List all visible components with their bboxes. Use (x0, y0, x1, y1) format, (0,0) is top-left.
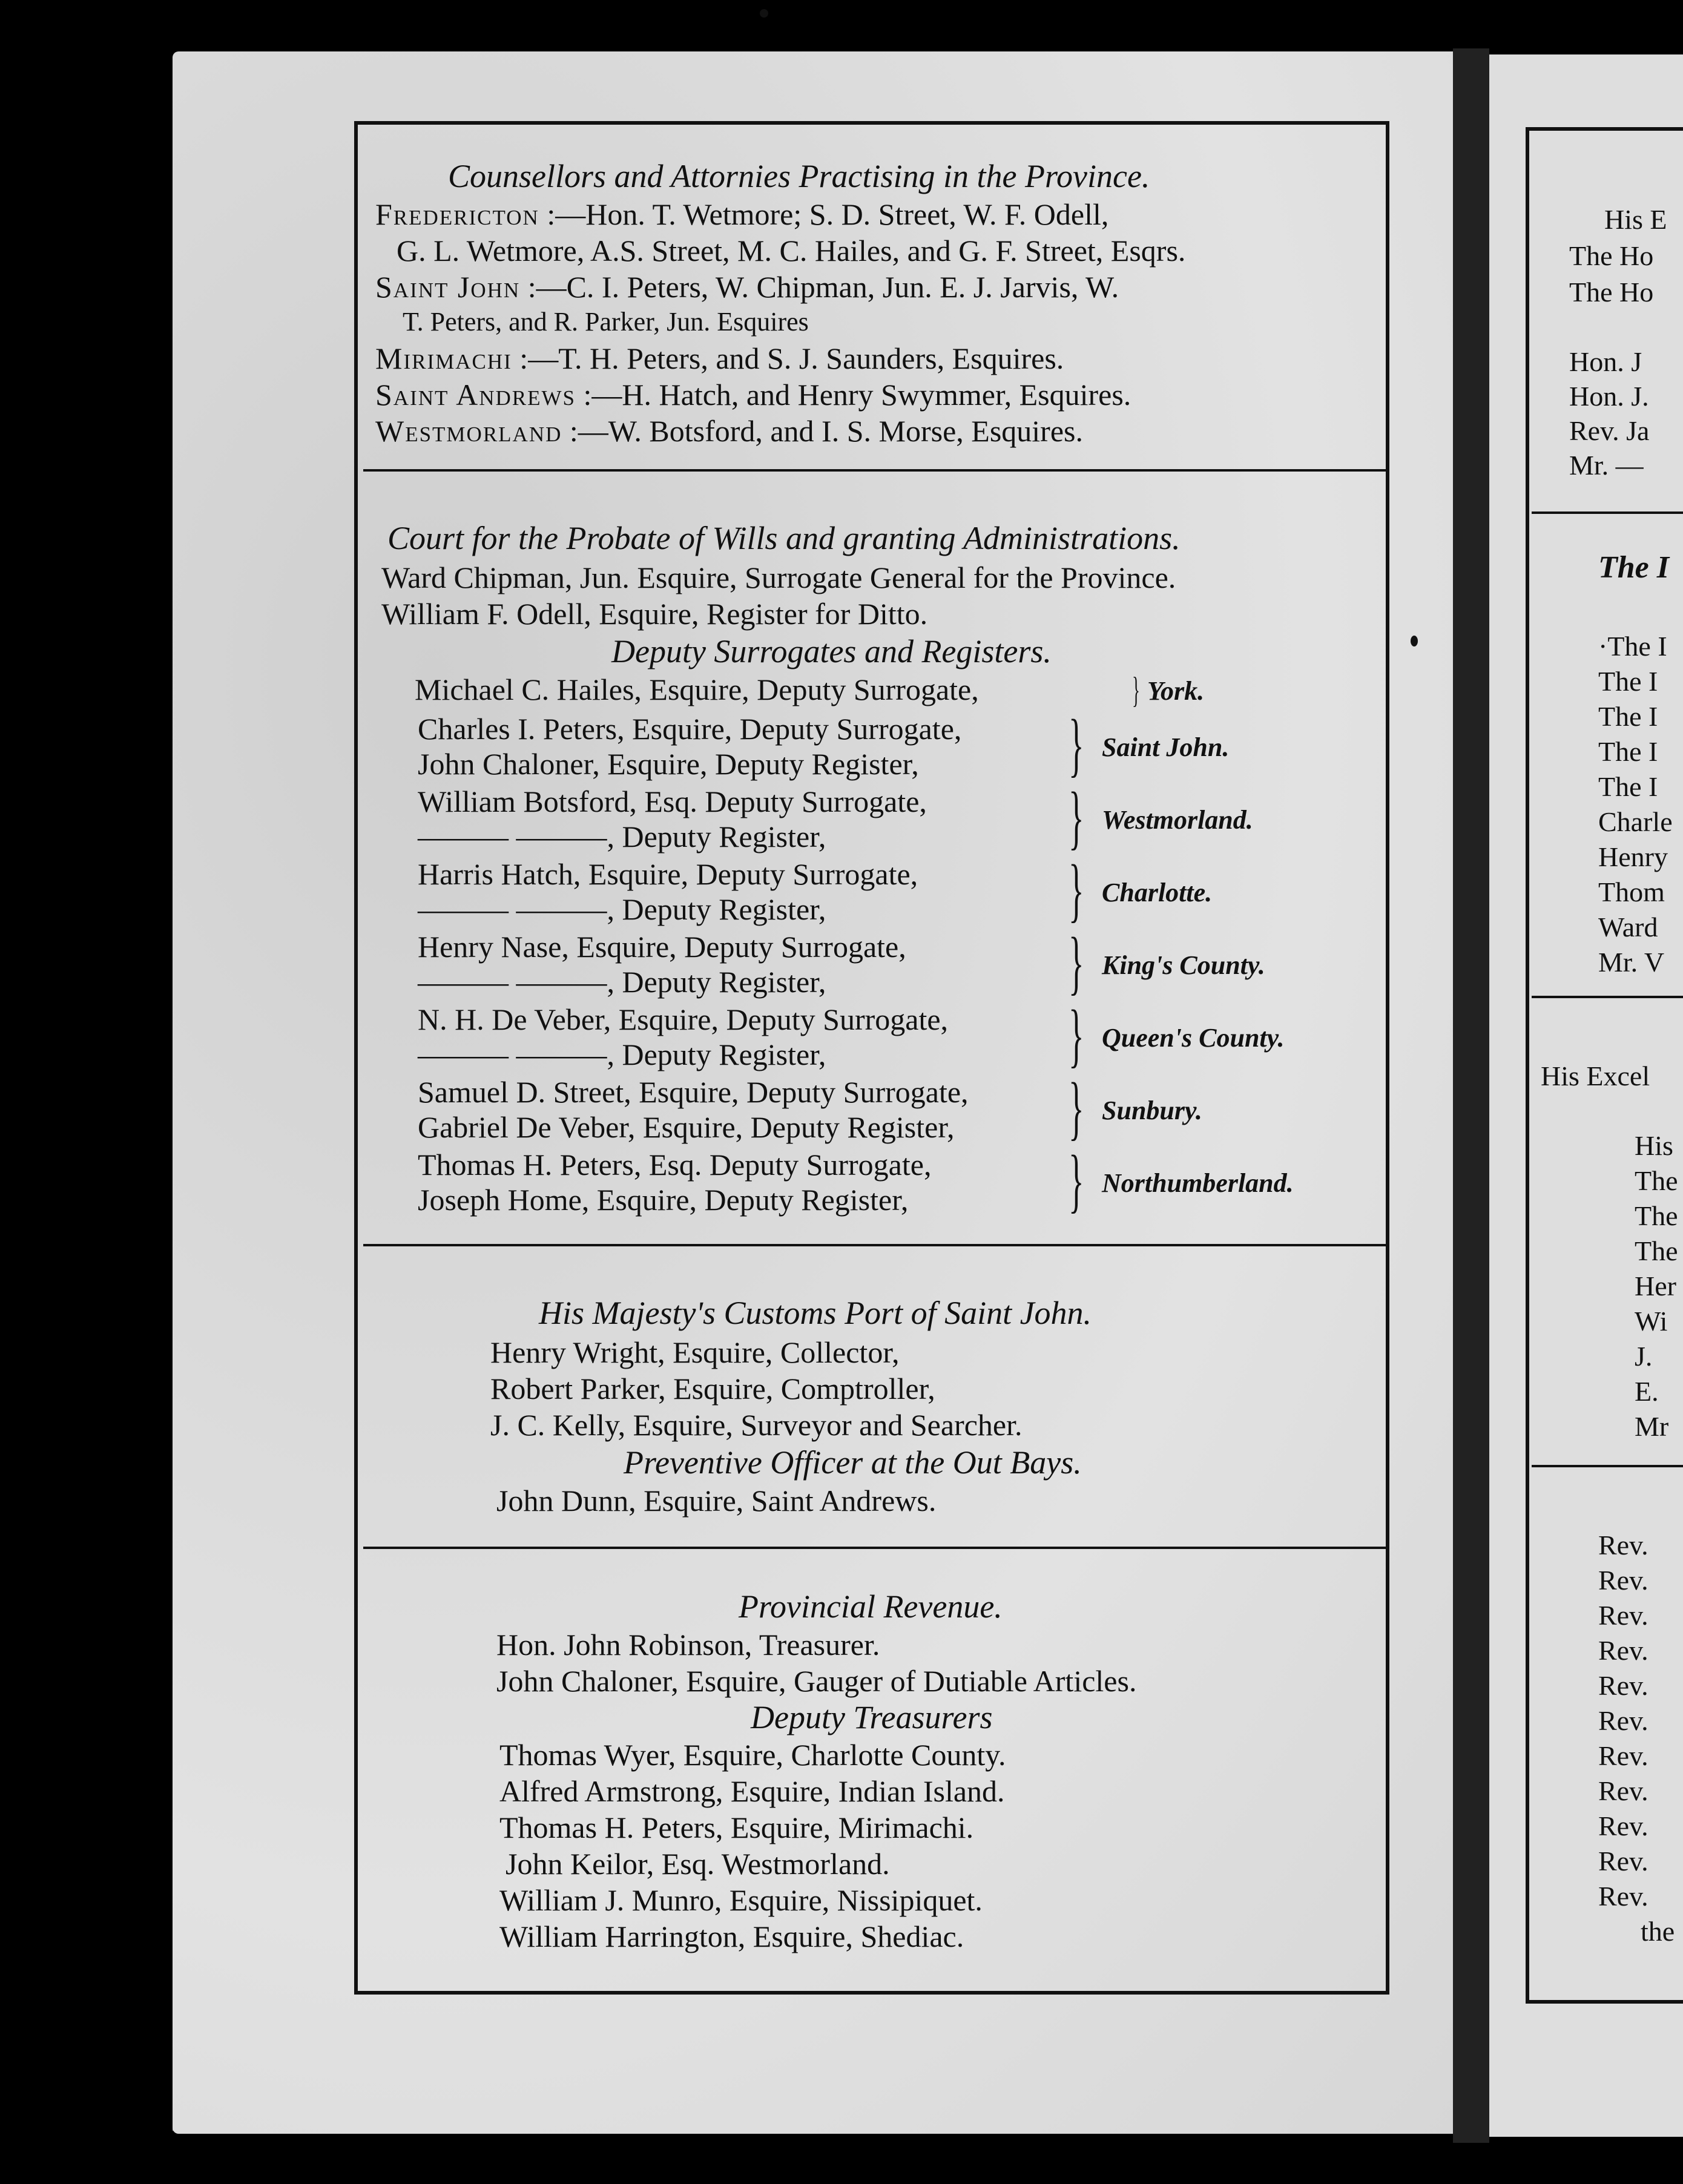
brace: } (1069, 1068, 1084, 1147)
next-page-line: Rev. (1598, 1670, 1648, 1701)
counsellor-text: :—C. I. Peters, W. Chipman, Jun. E. J. Jarvis, W. (527, 270, 1119, 304)
probate-line: William F. Odell, Esquire, Register for Ditto. (381, 597, 928, 631)
next-page-line: Charle (1598, 806, 1673, 837)
treasurer-line: William J. Munro, Esquire, Nissipiquet. (499, 1883, 983, 1917)
deputy-line: Thomas H. Peters, Esq. Deputy Surrogate, (418, 1148, 932, 1182)
next-page-line: The Ho (1569, 277, 1654, 308)
brace: } (1069, 850, 1084, 929)
counsellor-line-mirimachi (375, 341, 1064, 376)
section-divider (363, 1547, 1386, 1549)
next-page-line: Rev. (1598, 1811, 1648, 1841)
revenue-line: Hon. John Robinson, Treasurer. (496, 1628, 880, 1662)
counsellor-line-saint-john (375, 269, 1119, 304)
next-page-line: His Excel (1541, 1061, 1650, 1091)
next-page-line: His E (1604, 204, 1667, 235)
next-page-line: Thom (1598, 877, 1665, 907)
counsellor-text: :—T. H. Peters, and S. J. Saunders, Esquires. (519, 341, 1064, 375)
treasurer-line: John Keilor, Esq. Westmorland. (506, 1847, 890, 1881)
brace: } (1069, 923, 1084, 1002)
treasurer-line: Alfred Armstrong, Esquire, Indian Island. (499, 1774, 1005, 1808)
place-name: Westmorland (375, 414, 562, 448)
deputy-line: John Chaloner, Esquire, Deputy Register, (418, 747, 919, 781)
next-page-line: The Ho (1569, 240, 1654, 271)
next-page-line: Rev. (1598, 1705, 1648, 1736)
counsellor-line-fredericton (375, 197, 1108, 232)
next-page-line: ·The I (1598, 631, 1667, 662)
deputy-line: Henry Nase, Esquire, Deputy Surrogate, (418, 930, 906, 964)
deputy-line: ——— ———, Deputy Register, (418, 820, 826, 854)
deputy-line: N. H. De Veber, Esquire, Deputy Surrogate, (418, 1002, 949, 1036)
deputy-line: Gabriel De Veber, Esquire, Deputy Register, (418, 1110, 955, 1144)
county-label: Saint John. (1102, 732, 1230, 762)
next-page-line: The (1635, 1165, 1678, 1196)
next-page-line: Mr. — (1569, 450, 1644, 481)
county-label: Charlotte. (1102, 878, 1213, 907)
brace: } (1069, 1140, 1084, 1220)
next-page-line: Rev. (1598, 1881, 1648, 1912)
deputy-treasurers-heading: Deputy Treasurers (751, 1699, 993, 1735)
counsellors-heading: Counsellors and Attornies Practising in the Province. (448, 158, 1150, 194)
next-page-line: Hon. J (1569, 346, 1642, 377)
next-page-line: Rev. Ja (1569, 415, 1650, 446)
county-label: Northumberland. (1102, 1168, 1294, 1198)
next-page-line: Rev. (1598, 1775, 1648, 1806)
section-divider (363, 469, 1386, 472)
next-page-line: The I (1598, 736, 1658, 767)
probate-line: Ward Chipman, Jun. Esquire, Surrogate General for the Province. (381, 561, 1176, 594)
next-page-divider (1532, 511, 1683, 514)
counsellor-line: G. L. Wetmore, A.S. Street, M. C. Hailes, and G. F. Street, Esqrs. (397, 234, 1186, 268)
next-page-line: Her (1635, 1271, 1676, 1301)
brace: } (1069, 705, 1084, 784)
deputy-line: Harris Hatch, Esquire, Deputy Surrogate, (418, 857, 918, 891)
next-page-line: Rev. (1598, 1635, 1648, 1666)
next-page-line: E. (1635, 1376, 1659, 1407)
next-page-line: Mr. V (1598, 947, 1665, 978)
deputy-line: Joseph Home, Esquire, Deputy Register, (418, 1183, 909, 1217)
next-page-line: The I (1598, 550, 1669, 585)
customs-line: J. C. Kelly, Esquire, Surveyor and Searcher. (490, 1408, 1023, 1442)
treasurer-line: William Harrington, Esquire, Shediac. (499, 1919, 964, 1953)
next-page-line: Hon. J. (1569, 381, 1649, 412)
next-page-line: The (1635, 1200, 1678, 1231)
brace: } (1069, 995, 1084, 1074)
deputy-line: William Botsford, Esq. Deputy Surrogate, (418, 784, 927, 818)
county-label: King's County. (1102, 950, 1265, 980)
county-label: Sunbury. (1102, 1096, 1202, 1125)
county-label: Westmorland. (1102, 805, 1253, 835)
customs-line: Robert Parker, Esquire, Comptroller, (490, 1372, 935, 1406)
counsellor-line-westmorland (375, 413, 1083, 449)
counsellor-line: T. Peters, and R. Parker, Jun. Esquires (403, 307, 809, 337)
next-page-line: the (1641, 1916, 1675, 1947)
next-page-divider (1532, 1465, 1683, 1467)
place-name: Saint Andrews (375, 378, 576, 412)
next-page-divider (1532, 996, 1683, 998)
section-divider (363, 1244, 1386, 1246)
deputy-line: ——— ———, Deputy Register, (418, 1038, 826, 1071)
next-page-line: Wi (1635, 1306, 1668, 1337)
county-label: York. (1147, 676, 1205, 706)
treasurer-line: Thomas H. Peters, Esquire, Mirimachi. (499, 1811, 974, 1844)
deputy-line: ——— ———, Deputy Register, (418, 965, 826, 999)
brace: } (1132, 670, 1140, 710)
deputy-line: Charles I. Peters, Esquire, Deputy Surrogate, (418, 712, 962, 746)
place-name: Fredericton (375, 197, 539, 231)
next-page-line: The (1635, 1235, 1678, 1266)
counsellor-line-saint-andrews (375, 377, 1131, 412)
deputy-line: Michael C. Hailes, Esquire, Deputy Surrogate, (415, 673, 979, 706)
next-page-line: Rev. (1598, 1846, 1648, 1876)
treasurer-line: Thomas Wyer, Esquire, Charlotte County. (499, 1738, 1006, 1772)
counsellor-text: :—H. Hatch, and Henry Swymmer, Esquires. (583, 378, 1131, 412)
next-page-line: The I (1598, 666, 1658, 697)
preventive-officer-heading: Preventive Officer at the Out Bays. (624, 1444, 1082, 1481)
next-page-line: Mr (1635, 1411, 1669, 1442)
book-gutter (1453, 48, 1489, 2143)
county-label: Queen's County. (1102, 1023, 1285, 1053)
next-page-line: Rev. (1598, 1565, 1648, 1596)
deputy-line: ——— ———, Deputy Register, (418, 892, 826, 926)
ink-speck (1411, 636, 1418, 646)
next-page-line: Rev. (1598, 1740, 1648, 1771)
place-name: Mirimachi (375, 341, 512, 375)
next-page-line: His (1635, 1130, 1673, 1161)
counsellor-text: :—Hon. T. Wetmore; S. D. Street, W. F. Odell, (547, 197, 1109, 231)
counsellor-text: :—W. Botsford, and I. S. Morse, Esquires. (569, 414, 1083, 448)
ink-speck (760, 9, 768, 18)
deputy-surrogates-heading: Deputy Surrogates and Registers. (611, 633, 1052, 669)
next-page-line: The I (1598, 771, 1658, 802)
next-page-line: Rev. (1598, 1600, 1648, 1631)
next-page-line: The I (1598, 701, 1658, 732)
preventive-officer-line: John Dunn, Esquire, Saint Andrews. (496, 1484, 937, 1518)
next-page-line: J. (1635, 1341, 1653, 1372)
deputy-line: Samuel D. Street, Esquire, Deputy Surrogate, (418, 1075, 969, 1109)
customs-heading: His Majesty's Customs Port of Saint John. (539, 1295, 1092, 1331)
place-name: Saint John (375, 270, 521, 304)
customs-line: Henry Wright, Esquire, Collector, (490, 1335, 900, 1369)
brace: } (1069, 777, 1084, 857)
next-page-line: Ward (1598, 912, 1658, 942)
revenue-heading: Provincial Revenue. (739, 1588, 1003, 1625)
probate-heading: Court for the Probate of Wills and granting Administrations. (387, 520, 1181, 556)
revenue-line: John Chaloner, Esquire, Gauger of Dutiable Articles. (496, 1664, 1137, 1698)
next-page-line: Henry (1598, 841, 1668, 872)
next-page-line: Rev. (1598, 1530, 1648, 1561)
